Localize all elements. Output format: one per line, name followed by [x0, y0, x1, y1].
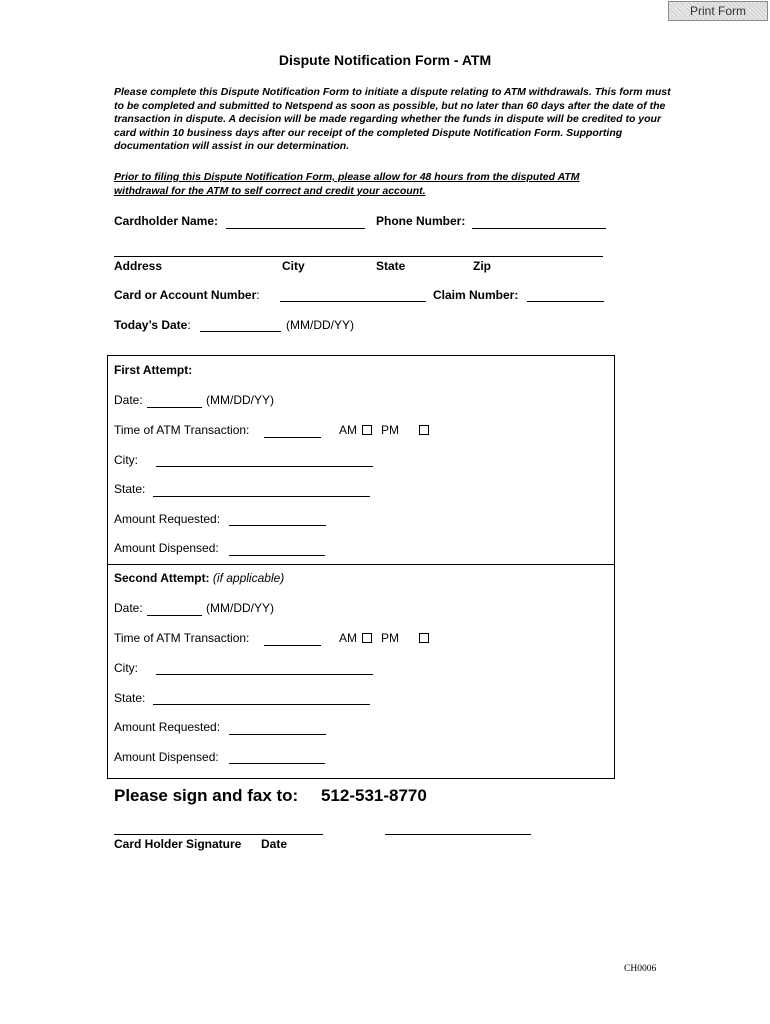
first-requested-field[interactable] — [229, 525, 326, 526]
second-city-label: City: — [114, 661, 138, 675]
first-city-field[interactable] — [156, 466, 373, 467]
state-label: State — [376, 259, 406, 273]
second-date-field[interactable] — [147, 615, 202, 616]
phone-number-field[interactable] — [472, 228, 606, 229]
signature-date-field[interactable] — [385, 834, 531, 835]
card-number-label-text: Card or Account Number — [114, 288, 257, 302]
second-attempt-heading-text: Second Attempt: — [114, 571, 210, 585]
second-date-format: (MM/DD/YY) — [206, 601, 274, 615]
cardholder-name-field[interactable] — [226, 228, 365, 229]
first-pm-checkbox[interactable] — [419, 425, 429, 435]
second-dispensed-field[interactable] — [229, 763, 325, 764]
form-code: CH0006 — [624, 964, 657, 974]
todays-date-field[interactable] — [200, 331, 281, 332]
first-time-label: Time of ATM Transaction: — [114, 423, 250, 437]
first-time-field[interactable] — [264, 437, 321, 438]
zip-label: Zip — [473, 259, 491, 273]
claim-number-field[interactable] — [527, 301, 604, 302]
card-number-field[interactable] — [280, 301, 426, 302]
second-pm-label: PM — [381, 631, 399, 645]
attempts-divider — [107, 564, 615, 565]
fax-instruction — [114, 786, 427, 806]
address-field[interactable] — [114, 256, 603, 257]
signature-field[interactable] — [114, 834, 323, 835]
prior-notice: Prior to filing this Dispute Notification Form, please allow for 48 hours from the disputed ATM withdrawal for the ATM to self correct and credit your account. — [114, 171, 580, 197]
second-state-field[interactable] — [153, 704, 370, 705]
first-am-label: AM — [339, 423, 357, 437]
address-label: Address — [114, 259, 163, 273]
todays-date-format: (MM/DD/YY) — [286, 318, 354, 332]
second-am-checkbox[interactable] — [362, 633, 372, 643]
first-dispensed-label: Amount Dispensed: — [114, 541, 219, 555]
signature-date-label: Date — [261, 837, 288, 851]
first-attempt-heading: First Attempt: — [114, 363, 193, 377]
fax-label: Please sign and fax to: — [114, 786, 299, 805]
page-title: Dispute Notification Form - ATM — [278, 52, 492, 68]
signature-label: Card Holder Signature — [114, 837, 242, 851]
print-form-button[interactable]: Print Form — [668, 1, 768, 21]
phone-number-label: Phone Number: — [376, 214, 466, 228]
first-am-checkbox[interactable] — [362, 425, 372, 435]
todays-date-label — [114, 318, 191, 332]
first-city-label: City: — [114, 453, 138, 467]
second-state-label: State: — [114, 691, 146, 705]
card-number-label — [114, 288, 260, 302]
second-city-field[interactable] — [156, 674, 373, 675]
todays-date-colon: : — [187, 318, 191, 332]
intro-paragraph: Please complete this Dispute Notification Form to initiate a dispute relating to ATM withdrawals. This form must to be completed and submitted to Netspend as soon as possible, but no later than 60 days after the date of the transaction in dispute. A decision will be made regarding whether the funds in dispute will be credited to your card within 10 business days after our receipt of the completed Dispute Notification Form. Supporting documentation will assist in our determination. — [114, 86, 671, 153]
second-pm-checkbox[interactable] — [419, 633, 429, 643]
first-date-label: Date: — [114, 393, 143, 407]
second-attempt-note: (if applicable) — [212, 571, 285, 585]
first-dispensed-field[interactable] — [229, 555, 325, 556]
first-state-field[interactable] — [153, 496, 370, 497]
second-dispensed-label: Amount Dispensed: — [114, 750, 219, 764]
claim-number-label: Claim Number: — [433, 288, 519, 302]
first-requested-label: Amount Requested: — [114, 512, 221, 526]
second-date-label: Date: — [114, 601, 143, 615]
second-time-field[interactable] — [264, 645, 321, 646]
city-label: City — [282, 259, 305, 273]
todays-date-label-text: Today’s Date — [114, 318, 188, 332]
second-am-label: AM — [339, 631, 357, 645]
second-time-label: Time of ATM Transaction: — [114, 631, 250, 645]
card-number-colon: : — [256, 288, 260, 302]
first-pm-label: PM — [381, 423, 399, 437]
second-attempt-heading — [114, 571, 284, 585]
attempts-box — [107, 355, 615, 779]
second-requested-label: Amount Requested: — [114, 720, 221, 734]
first-date-field[interactable] — [147, 407, 202, 408]
second-requested-field[interactable] — [229, 734, 326, 735]
cardholder-name-label: Cardholder Name: — [114, 214, 219, 228]
fax-number: 512-531-8770 — [320, 786, 427, 805]
first-state-label: State: — [114, 482, 146, 496]
first-date-format: (MM/DD/YY) — [206, 393, 274, 407]
